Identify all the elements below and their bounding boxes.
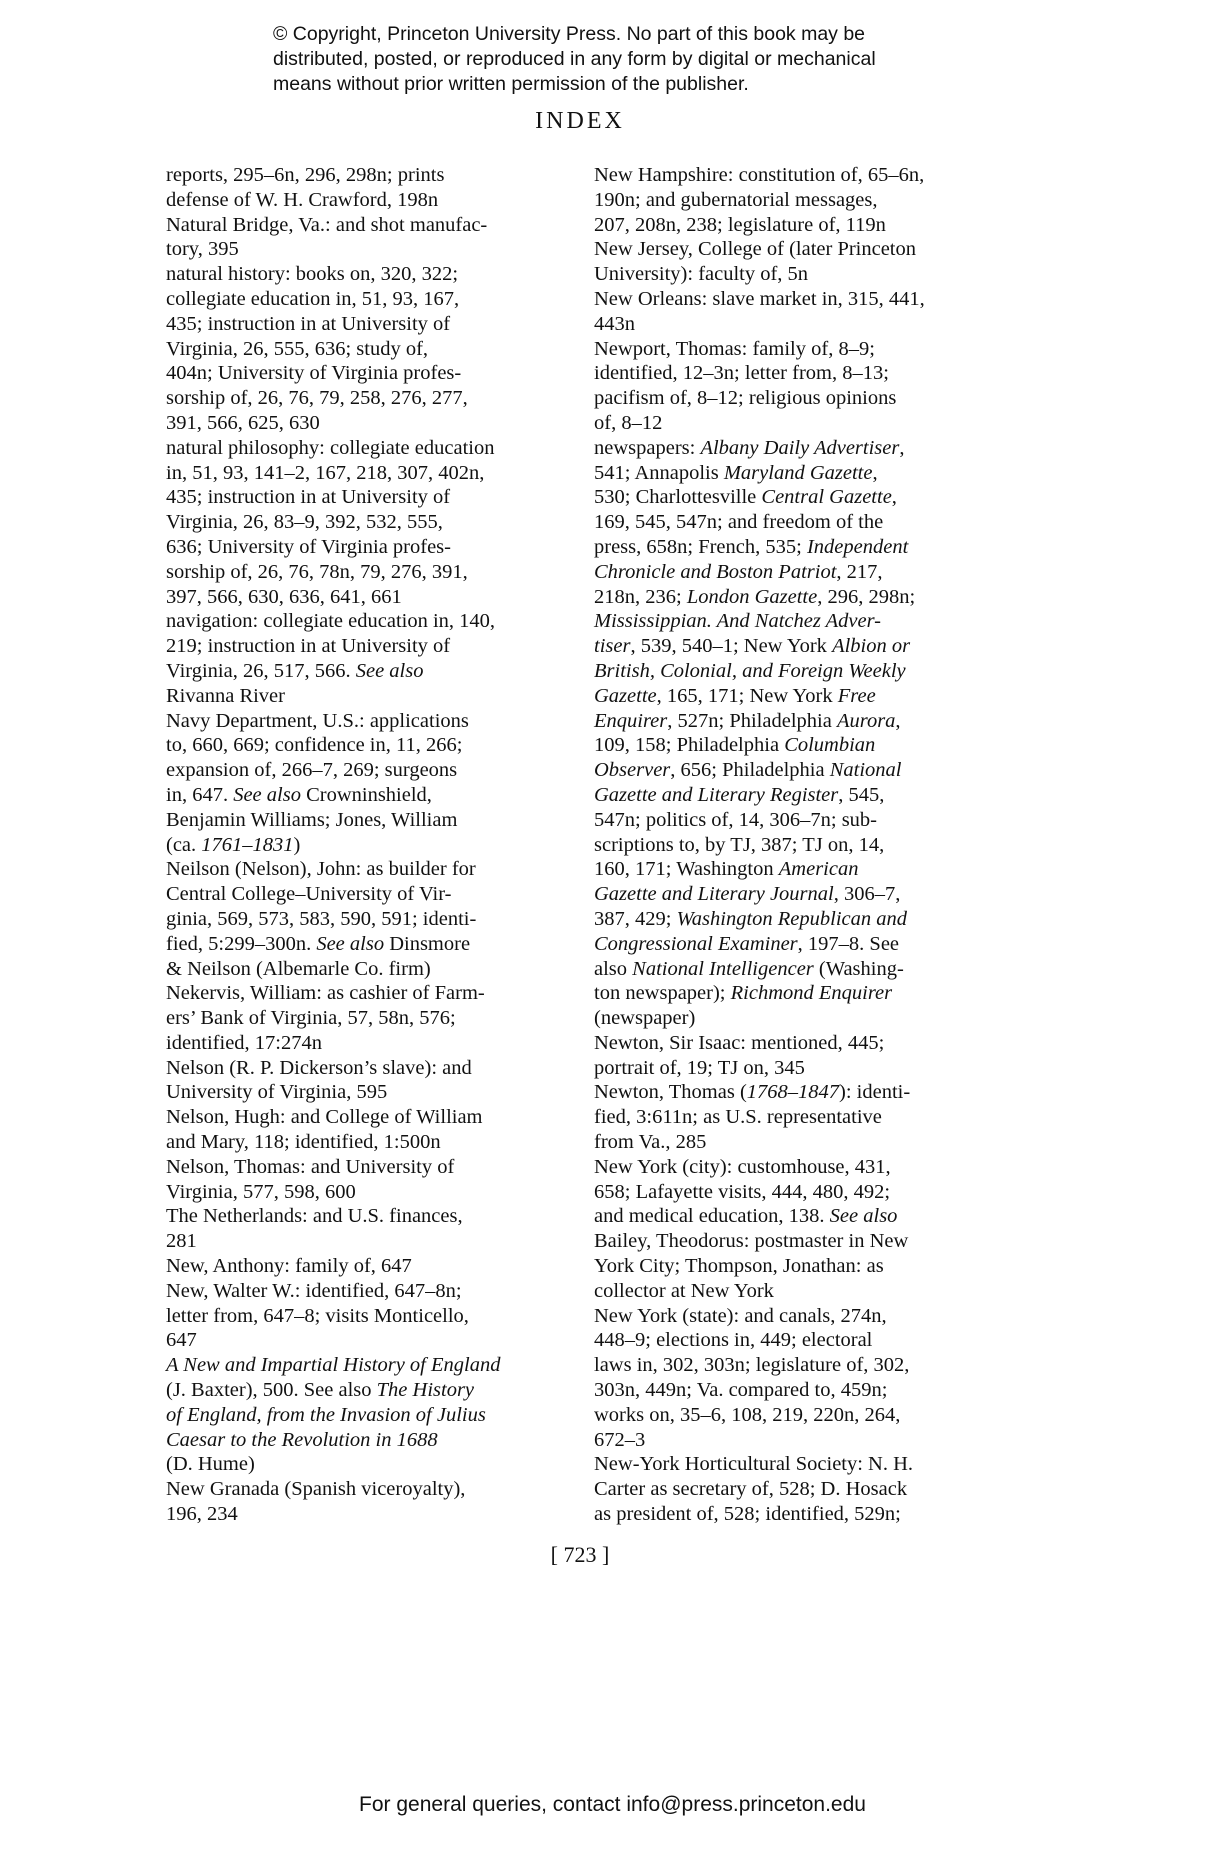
index-entry-line: University): faculty of, 5n [594,263,809,286]
index-entry-line: 435; instruction in at University of [166,312,451,335]
index-entry-line: sorship of, 26, 76, 79, 258, 276, 277, [166,387,468,410]
index-entry-line: (J. Baxter), 500. See also The History [166,1379,475,1402]
index-entry-line: 658; Lafayette visits, 444, 480, 492; [594,1180,891,1203]
index-entry-line: The Netherlands: and U.S. finances, [166,1205,463,1228]
index-entry-line: ginia, 569, 573, 583, 590, 591; identi- [166,907,477,930]
index-entry-line: 530; Charlottesville Central Gazette, [594,486,897,509]
copyright-line: distributed, posted, or reproduced in any form by digital or mechanical [273,48,876,70]
index-entry-line: New, Walter W.: identified, 647–8n; [166,1279,462,1302]
index-entry-line: Benjamin Williams; Jones, William [166,808,458,831]
index-entry-line: Gazette, 165, 171; New York Free [594,684,876,707]
index-entry-line: ers’ Bank of Virginia, 57, 58n, 576; [166,1007,456,1030]
index-entry-line: 303n, 449n; Va. compared to, 459n; [594,1379,888,1402]
index-entry-line: York City; Thompson, Jonathan: as [594,1255,884,1278]
index-entry [594,1155,1004,1304]
index-entry-line: navigation: collegiate education in, 140, [166,610,496,633]
index-entry [594,337,1004,436]
index-entry-line: Observer, 656; Philadelphia National [594,759,902,782]
index-entry-line: Nelson, Hugh: and College of William [166,1106,483,1129]
index-entry-line: University of Virginia, 595 [166,1081,388,1104]
index-entry-line: Carter as secretary of, 528; D. Hosack [594,1478,908,1501]
index-entry-line: Caesar to the Revolution in 1688 [166,1428,438,1451]
index-entry-line: Virginia, 26, 555, 636; study of, [166,337,429,360]
index-entry-line: Nelson (R. P. Dickerson’s slave): and [166,1056,472,1079]
index-entry-line: also National Intelligencer (Washing- [594,957,904,980]
index-entry-line: A New and Impartial History of England [166,1354,501,1377]
index-entry-line: Virginia, 577, 598, 600 [166,1180,356,1203]
index-entry-line: & Neilson (Albemarle Co. firm) [166,957,431,980]
index-entry [166,163,566,213]
index-entry-line: 397, 566, 630, 636, 641, 661 [166,585,402,608]
index-entry-line: portrait of, 19; TJ on, 345 [594,1056,805,1079]
index-entry-line: from Va., 285 [594,1131,707,1154]
index-entry [166,1254,566,1279]
index-entry [166,1155,566,1205]
index-entry-line: Virginia, 26, 517, 566. See also [166,659,424,682]
index-entry [166,436,566,610]
running-head: INDEX [535,108,625,134]
index-entry-line: 190n; and gubernatorial messages, [594,188,878,211]
index-entry-line: 387, 429; Washington Republican and [594,907,908,930]
index-entry-line: press, 658n; French, 535; Independent [594,535,909,558]
index-entry-line: fied, 5:299–300n. See also Dinsmore [166,932,471,955]
index-column-left [166,163,566,1527]
index-entry [166,709,566,858]
index-entry-line: Bailey, Theodorus: postmaster in New [594,1230,909,1253]
index-entry-line: 281 [166,1230,197,1253]
index-entry-line: tiser, 539, 540–1; New York Albion or [594,635,911,658]
index-entry-line: sorship of, 26, 76, 78n, 79, 276, 391, [166,560,468,583]
index-entry-line: 219; instruction in at University of [166,635,451,658]
index-entry-line: Nelson, Thomas: and University of [166,1155,455,1178]
index-entry-line: ton newspaper); Richmond Enquirer [594,982,893,1005]
index-entry-line: Virginia, 26, 83–9, 392, 532, 555, [166,511,443,534]
index-entry-line: 404n; University of Virginia profes- [166,362,462,385]
index-entry-line: 443n [594,312,635,335]
index-entry-line: New-York Horticultural Society: N. H. [594,1453,914,1476]
index-entry-line: 448–9; elections in, 449; electoral [594,1329,873,1352]
index-entry-line: pacifism of, 8–12; religious opinions [594,387,897,410]
index-entry-line: 672–3 [594,1428,646,1451]
index-entry-line: Mississippian. And Natchez Adver- [594,610,881,633]
index-entry [166,1056,566,1106]
index-entry-line: (D. Hume) [166,1453,255,1476]
index-entry-line: New Granada (Spanish viceroyalty), [166,1478,466,1501]
index-entry-line: identified, 12–3n; letter from, 8–13; [594,362,889,385]
index-entry-line: Chronicle and Boston Patriot, 217, [594,560,883,583]
index-entry-line: Navy Department, U.S.: applications [166,709,469,732]
index-entry-line: letter from, 647–8; visits Monticello, [166,1304,469,1327]
index-entry-line: 547n; politics of, 14, 306–7n; sub- [594,808,878,831]
index-entry-line: New, Anthony: family of, 647 [166,1255,412,1278]
index-entry [166,857,566,981]
index-entry-line: and Mary, 118; identified, 1:500n [166,1131,441,1154]
index-entry-line: in, 51, 93, 141–2, 167, 218, 307, 402n, [166,461,485,484]
index-entry [594,237,1004,287]
copyright-line: © Copyright, Princeton University Press. No part of this book may be [273,23,866,45]
index-entry-line: Nekervis, William: as cashier of Farm- [166,982,485,1005]
index-entry-line: expansion of, 266–7, 269; surgeons [166,759,458,782]
index-entry [166,609,566,708]
index-entry-line: New Jersey, College of (later Princeton [594,238,917,261]
index-entry-line: 207, 208n, 238; legislature of, 119n [594,213,886,236]
index-entry-line: (ca. 1761–1831) [166,833,301,856]
index-entry-line: 647 [166,1329,197,1352]
index-entry-line: New Orleans: slave market in, 315, 441, [594,287,925,310]
index-entry-line: 160, 171; Washington American [594,858,859,881]
index-entry [166,1477,566,1527]
index-entry-line: fied, 3:611n; as U.S. representative [594,1106,882,1129]
index-entry-line: Gazette and Literary Register, 545, [594,783,885,806]
copyright-line: means without prior written permission of the publisher. [273,73,749,95]
index-entry [594,1304,1004,1453]
index-entry-line: (newspaper) [594,1007,696,1030]
index-entry-line: and medical education, 138. See also [594,1205,898,1228]
index-entry [594,1452,1004,1526]
index-entry-line: 218n, 236; London Gazette, 296, 298n; [594,585,916,608]
index-entry [166,262,566,436]
index-entry-line: 636; University of Virginia profes- [166,535,451,558]
index-entry-line: collegiate education in, 51, 93, 167, [166,287,460,310]
index-entry-line: British, Colonial, and Foreign Weekly [594,659,906,682]
page-number: [ 723 ] [550,1542,610,1567]
index-entry [594,436,1004,1031]
index-entry [594,163,1004,237]
index-entry-line: natural history: books on, 320, 322; [166,263,459,286]
index-entry-line: as president of, 528; identified, 529n; [594,1503,901,1526]
index-entry-line: New Hampshire: constitution of, 65–6n, [594,164,925,186]
index-entry [166,213,566,263]
index-entry-line: reports, 295–6n, 296, 298n; prints [166,164,445,186]
index-entry [166,1279,566,1353]
contact-footer: For general queries, contact info@press.princeton.edu [359,1793,866,1816]
index-entry-line: Newton, Sir Isaac: mentioned, 445; [594,1031,885,1054]
index-entry-line: works on, 35–6, 108, 219, 220n, 264, [594,1403,901,1426]
index-entry [166,1204,566,1254]
index-entry [594,1080,1004,1154]
index-entry-line: to, 660, 669; confidence in, 11, 266; [166,734,463,757]
index-entry-line: collector at New York [594,1279,774,1302]
index-entry-line: 541; Annapolis Maryland Gazette, [594,461,878,484]
index-entry-line: Newport, Thomas: family of, 8–9; [594,337,875,360]
index-entry-line: 435; instruction in at University of [166,486,451,509]
index-entry-line: Neilson (Nelson), John: as builder for [166,858,476,881]
index-entry-line: tory, 395 [166,238,239,261]
index-entry-line: Newton, Thomas (1768–1847): identi- [594,1081,911,1104]
index-entry-line: Natural Bridge, Va.: and shot manufac- [166,213,488,236]
index-entry-line: Enquirer, 527n; Philadelphia Aurora, [594,709,901,732]
index-entry-line: 196, 234 [166,1503,238,1526]
index-entry-line: defense of W. H. Crawford, 198n [166,188,439,211]
index-entry [166,981,566,1055]
index-entry-line: scriptions to, by TJ, 387; TJ on, 14, [594,833,885,856]
index-entry [594,287,1004,337]
index-entry [166,1105,566,1155]
index-entry-line: New York (state): and canals, 274n, [594,1304,887,1327]
index-entry-line: of, 8–12 [594,411,663,434]
index-entry-line: Congressional Examiner, 197–8. See [594,932,900,955]
index-entry-line: New York (city): customhouse, 431, [594,1155,891,1178]
index-entry-line: Central College–University of Vir- [166,883,452,906]
index-entry-line: laws in, 302, 303n; legislature of, 302, [594,1354,910,1377]
index-entry [594,1031,1004,1081]
index-entry-line: natural philosophy: collegiate education [166,436,495,459]
index-entry-line: Rivanna River [166,684,285,707]
index-entry-line: identified, 17:274n [166,1031,323,1054]
index-entry-line: 391, 566, 625, 630 [166,411,320,434]
copyright-notice [273,22,993,97]
index-entry-line: newspapers: Albany Daily Advertiser, [594,436,905,459]
index-column-right [594,163,1004,1527]
index-entry-line: 169, 545, 547n; and freedom of the [594,511,884,534]
index-entry-line: of England, from the Invasion of Julius [166,1403,486,1426]
index-entry [166,1353,566,1477]
index-entry-line: in, 647. See also Crowninshield, [166,783,432,806]
index-entry-line: Gazette and Literary Journal, 306–7, [594,883,901,906]
index-entry-line: 109, 158; Philadelphia Columbian [594,734,876,757]
